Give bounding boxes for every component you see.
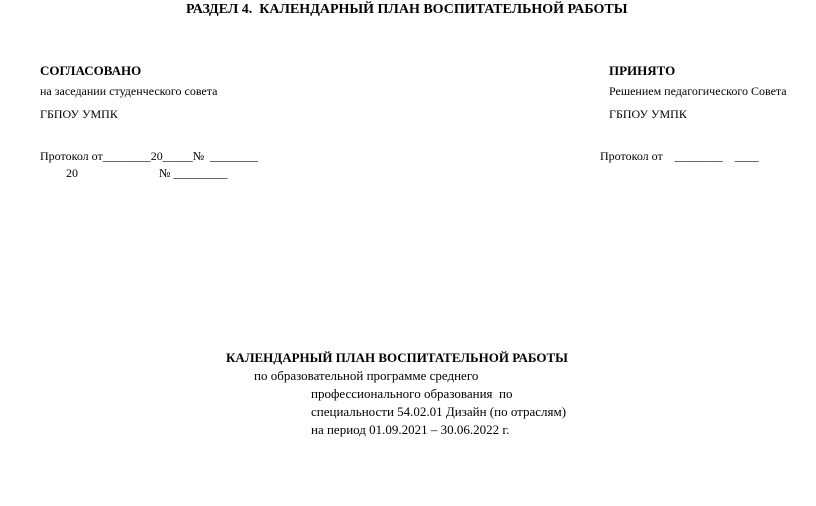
plan-subtitle-line-2: профессионального образования по bbox=[311, 386, 513, 401]
approved-line-1: на заседании студенческого совета bbox=[40, 84, 218, 98]
accepted-protocol-line: Протокол от ________ ____ bbox=[600, 149, 759, 163]
accepted-line-2: ГБПОУ УМПК bbox=[609, 107, 687, 121]
plan-title: КАЛЕНДАРНЫЙ ПЛАН ВОСПИТАТЕЛЬНОЙ РАБОТЫ bbox=[226, 350, 568, 365]
plan-subtitle-line-1: по образовательной программе среднего bbox=[254, 368, 479, 383]
section-title: РАЗДЕЛ 4. КАЛЕНДАРНЫЙ ПЛАН ВОСПИТАТЕЛЬНОЙ РАБОТЫ bbox=[186, 2, 628, 17]
plan-specialty-line: специальности 54.02.01 Дизайн (по отраслям) bbox=[311, 404, 567, 419]
approved-heading: СОГЛАСОВАНО bbox=[40, 63, 142, 78]
approved-line-2: ГБПОУ УМПК bbox=[40, 107, 118, 121]
plan-period-line: на период 01.09.2021 – 30.06.2022 г. bbox=[311, 422, 510, 437]
approved-protocol-line: Протокол от________20_____№ ________ bbox=[40, 149, 259, 163]
accepted-heading: ПРИНЯТО bbox=[609, 63, 676, 78]
approved-protocol-year: 20 bbox=[66, 166, 78, 180]
approved-protocol-number: № _________ bbox=[159, 166, 228, 180]
accepted-line-1: Решением педагогического Совета bbox=[609, 84, 787, 98]
